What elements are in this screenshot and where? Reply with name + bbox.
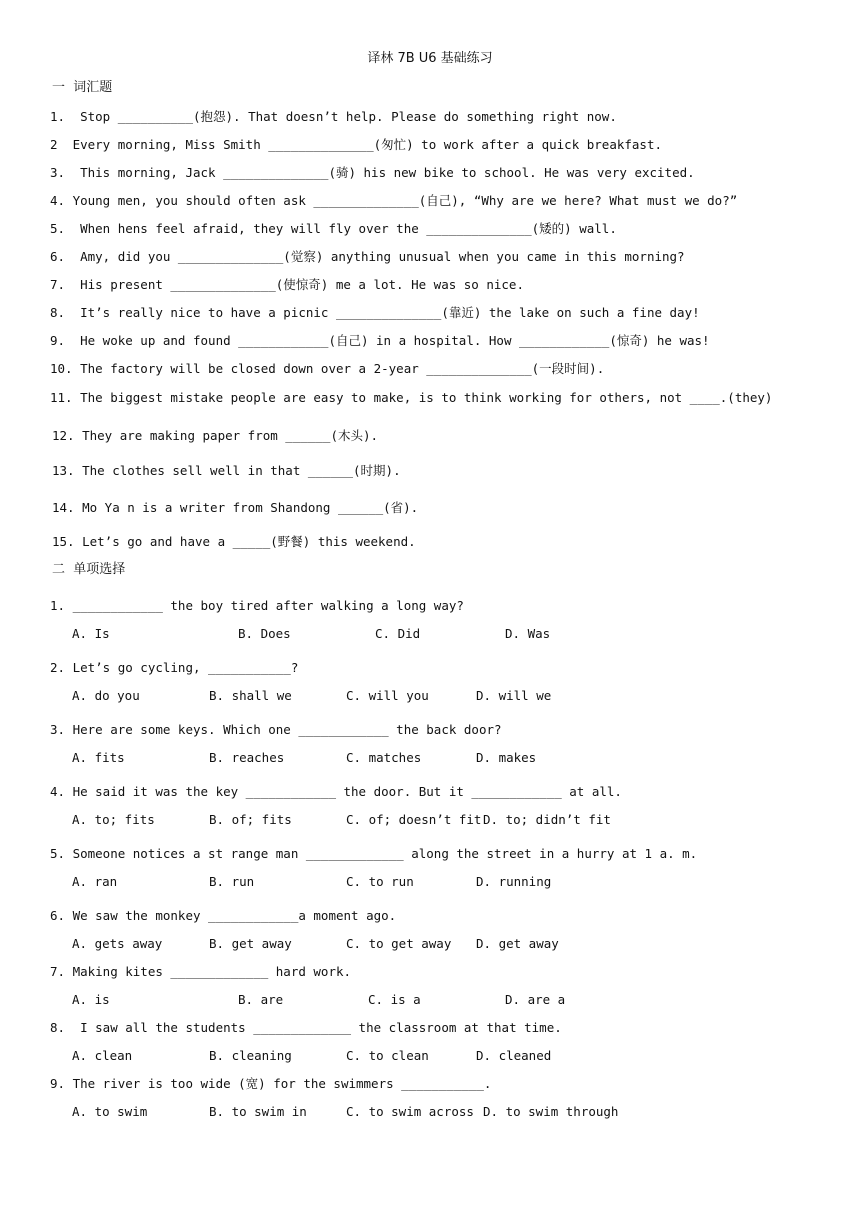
mc-option-d: D. cleaned bbox=[476, 1048, 552, 1063]
vocab-item: 2 Every morning, Miss Smith ______________(匆忙) to work after a quick breakfast. bbox=[50, 137, 662, 152]
vocab-item: 5. When hens feel afraid, they will fly over the ______________(矮的) wall. bbox=[50, 221, 617, 236]
mc-option-c: C. Did bbox=[375, 626, 421, 641]
mc-option-d: D. are a bbox=[505, 992, 566, 1007]
mc-option-b: B. run bbox=[209, 874, 255, 889]
mc-option-a: A. Is bbox=[72, 626, 110, 641]
mc-question: 7. Making kites _____________ hard work. bbox=[50, 964, 352, 979]
mc-option-a: A. to; fits bbox=[72, 812, 155, 827]
mc-option-a: A. fits bbox=[72, 750, 125, 765]
mc-option-a: A. is bbox=[72, 992, 110, 1007]
mc-option-a: A. ran bbox=[72, 874, 118, 889]
mc-option-c: C. of; doesn’t fit bbox=[346, 812, 482, 827]
mc-option-d: D. will we bbox=[476, 688, 552, 703]
mc-option-c: C. to clean bbox=[346, 1048, 429, 1063]
mc-option-b: B. get away bbox=[209, 936, 292, 951]
section-heading-vocabulary: 一 词汇题 bbox=[52, 80, 113, 95]
mc-option-c: C. will you bbox=[346, 688, 429, 703]
mc-question: 9. The river is too wide (宽) for the swimmers ___________. bbox=[50, 1076, 492, 1091]
mc-option-c: C. to get away bbox=[346, 936, 452, 951]
mc-option-d: D. to swim through bbox=[483, 1104, 619, 1119]
mc-option-c: C. is a bbox=[368, 992, 421, 1007]
mc-question: 4. He said it was the key ____________ the door. But it ____________ at all. bbox=[50, 784, 622, 799]
mc-option-c: C. matches bbox=[346, 750, 422, 765]
vocab-item: 1. Stop __________(抱怨). That doesn’t help. Please do something right now. bbox=[50, 109, 617, 124]
mc-option-a: A. clean bbox=[72, 1048, 133, 1063]
mc-option-b: B. reaches bbox=[209, 750, 285, 765]
mc-option-d: D. running bbox=[476, 874, 552, 889]
mc-question: 2. Let’s go cycling, ___________? bbox=[50, 660, 299, 675]
vocab-item: 14. Mo Ya n is a writer from Shandong ______(省). bbox=[52, 500, 419, 515]
mc-option-c: C. to run bbox=[346, 874, 414, 889]
mc-option-a: A. do you bbox=[72, 688, 140, 703]
mc-option-a: A. gets away bbox=[72, 936, 163, 951]
mc-question: 8. I saw all the students _____________ the classroom at that time. bbox=[50, 1020, 562, 1035]
mc-question: 5. Someone notices a st range man _____________ along the street in a hurry at 1 a. m. bbox=[50, 846, 698, 861]
mc-option-b: B. of; fits bbox=[209, 812, 292, 827]
vocab-item: 9. He woke up and found ____________(自己) in a hospital. How ____________(惊奇) he was! bbox=[50, 333, 710, 348]
vocab-item: 8. It’s really nice to have a picnic ______________(靠近) the lake on such a fine day! bbox=[50, 305, 700, 320]
vocab-item: 13. The clothes sell well in that ______(时期). bbox=[52, 463, 401, 478]
mc-option-d: D. get away bbox=[476, 936, 559, 951]
mc-option-d: D. Was bbox=[505, 626, 551, 641]
mc-option-b: B. to swim in bbox=[209, 1104, 307, 1119]
mc-option-d: D. makes bbox=[476, 750, 537, 765]
mc-question: 6. We saw the monkey ____________a moment ago. bbox=[50, 908, 397, 923]
mc-option-b: B. Does bbox=[238, 626, 291, 641]
mc-question: 3. Here are some keys. Which one ____________ the back door? bbox=[50, 722, 502, 737]
vocab-item: 11. The biggest mistake people are easy to make, is to think working for others, not ____.(they) bbox=[50, 390, 773, 405]
mc-option-c: C. to swim across bbox=[346, 1104, 474, 1119]
vocab-item: 7. His present ______________(使惊奇) me a lot. He was so nice. bbox=[50, 277, 524, 292]
mc-option-d: D. to; didn’t fit bbox=[483, 812, 611, 827]
vocab-item: 6. Amy, did you ______________(觉察) anything unusual when you came in this morning? bbox=[50, 249, 685, 264]
vocab-item: 3. This morning, Jack ______________(骑) his new bike to school. He was very excited. bbox=[50, 165, 695, 180]
vocab-item: 15. Let’s go and have a _____(野餐) this weekend. bbox=[52, 534, 416, 549]
vocab-item: 4. Young men, you should often ask ______________(自己), “Why are we here? What must we do?” bbox=[50, 193, 738, 208]
section-heading-multiple-choice: 二 单项选择 bbox=[52, 562, 126, 577]
page-title: 译林 7B U6 基础练习 bbox=[367, 51, 493, 66]
vocab-item: 10. The factory will be closed down over a 2-year ______________(一段时间). bbox=[50, 361, 605, 376]
vocab-item: 12. They are making paper from ______(木头). bbox=[52, 428, 379, 443]
mc-option-b: B. shall we bbox=[209, 688, 292, 703]
mc-question: 1. ____________ the boy tired after walking a long way? bbox=[50, 598, 464, 613]
mc-option-a: A. to swim bbox=[72, 1104, 148, 1119]
mc-option-b: B. cleaning bbox=[209, 1048, 292, 1063]
mc-option-b: B. are bbox=[238, 992, 284, 1007]
